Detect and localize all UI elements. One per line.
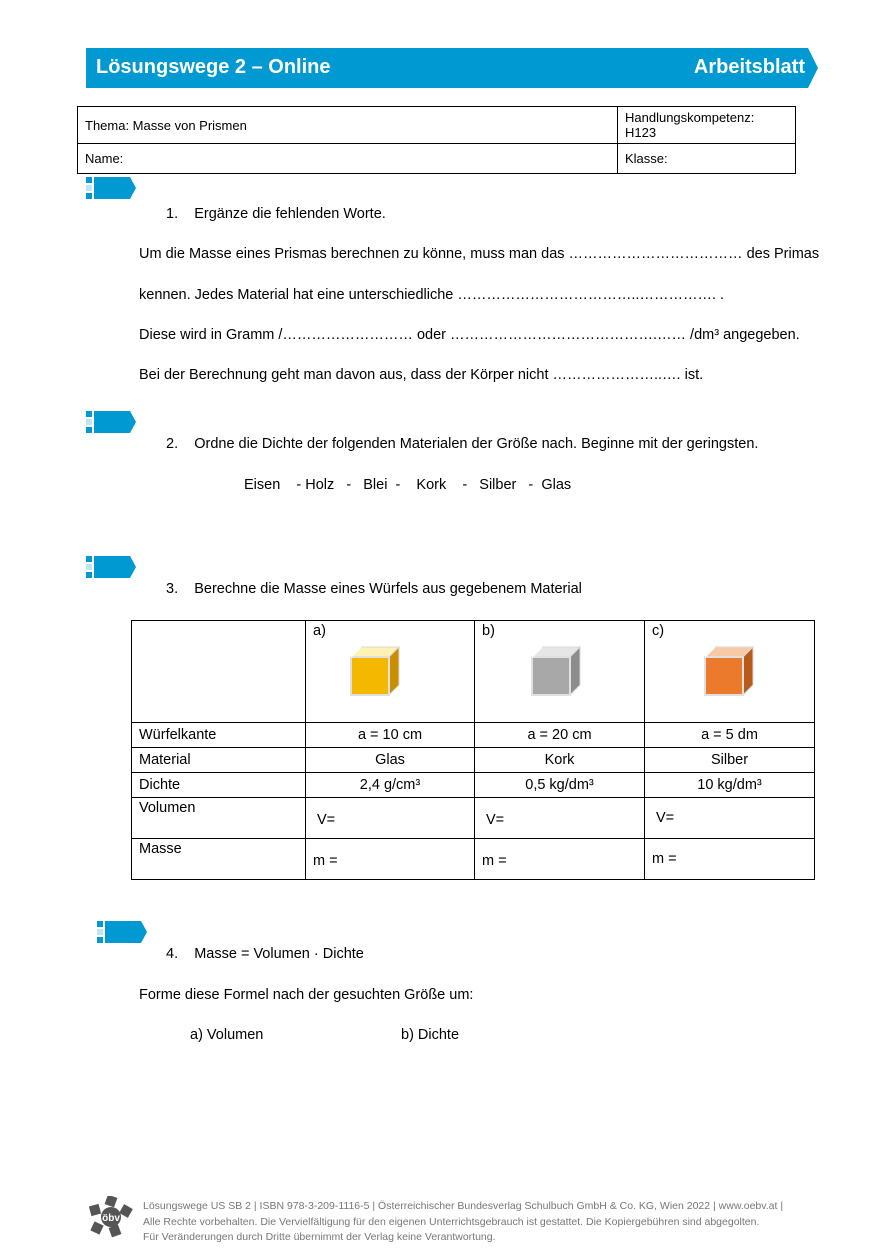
- class-cell: Klasse:: [618, 144, 796, 174]
- volume-a: V=: [306, 798, 475, 839]
- material-c: Silber: [645, 748, 815, 773]
- row-label-mass: Masse: [132, 839, 306, 880]
- col-a-header: [306, 621, 475, 723]
- competence-code: H123: [625, 125, 657, 140]
- col-c-header: [645, 621, 815, 723]
- name-cell: Name:: [78, 144, 618, 174]
- task-1-line-4: Bei der Berechnung geht man davon aus, dass der Körper nicht …………………..…. ist.: [139, 367, 704, 383]
- task-3-heading: 3. Berechne die Masse eines Würfels aus gegebenem Material: [166, 581, 582, 597]
- volume-b: V=: [475, 798, 645, 839]
- row-label-material: Material: [132, 748, 306, 773]
- info-table: [77, 106, 796, 174]
- row-label-volume: Volumen: [132, 798, 306, 839]
- grey-cube-icon: [528, 643, 584, 699]
- header-banner-tip: [808, 48, 818, 88]
- edge-a: a = 10 cm: [306, 723, 475, 748]
- task-2-marker-icon: [86, 411, 136, 433]
- footer-line-2: Alle Rechte vorbehalten. Die Vervielfältigung für den eigenen Unterrichtsgebrauch ist gestattet. Die Kopiergebühren sind abgegolten.: [143, 1215, 760, 1228]
- material-b: Kork: [475, 748, 645, 773]
- col-c-label: c): [652, 623, 665, 639]
- cube-table: [131, 620, 815, 880]
- row-label-density: Dichte: [132, 773, 306, 798]
- oebv-logo-icon: [88, 1196, 134, 1238]
- logo-text: öbv: [102, 1213, 120, 1224]
- yellow-cube-icon: [347, 643, 403, 699]
- footer-text: [143, 1199, 783, 1246]
- task-4-marker-icon: [97, 921, 147, 943]
- topic-cell: Thema: Masse von Prismen: [78, 107, 618, 144]
- col-b-header: [475, 621, 645, 723]
- edge-c: a = 5 dm: [645, 723, 815, 748]
- material-a: Glas: [306, 748, 475, 773]
- density-c: 10 kg/dm³: [645, 773, 815, 798]
- task-2-heading: 2. Ordne die Dichte der folgenden Materialen der Größe nach. Beginne mit der geringsten.: [166, 436, 759, 452]
- col-b-label: b): [482, 623, 495, 639]
- task-4-heading: 4. Masse = Volumen · Dichte: [166, 946, 364, 962]
- col-a-label: a): [313, 623, 326, 639]
- worksheet-label: Arbeitsblatt: [693, 56, 805, 78]
- orange-cube-icon: [701, 643, 757, 699]
- competence-label: Handlungskompetenz:: [625, 110, 755, 125]
- footer-line-3: Für Veränderungen durch Dritte übernimmt der Verlag keine Verantwortung.: [143, 1231, 496, 1243]
- task-1-marker-icon: [86, 177, 136, 199]
- row-label-edge: Würfelkante: [132, 723, 306, 748]
- task-1-line-1: Um die Masse eines Prismas berechnen zu könne, muss man das ……………………………… des Primas: [139, 246, 820, 262]
- competence-cell: [618, 107, 796, 144]
- empty-corner-cell: [132, 621, 306, 723]
- task-1-line-2: kennen. Jedes Material hat eine unterschiedliche ………………………………..……………. .: [139, 287, 725, 303]
- density-a: 2,4 g/cm³: [306, 773, 475, 798]
- footer-line-1: Lösungswege US SB 2 | ISBN 978-3-209-1116-5 | Österreichischer Bundesverlag Schulbuch GmbH & Co. KG, Wien 2022 | www.oebv.at |: [143, 1200, 784, 1212]
- task-4-part-a: a) Volumen: [190, 1027, 264, 1043]
- task-1-heading: 1. Ergänze die fehlenden Worte.: [166, 206, 386, 222]
- task-2-materials: Eisen - Holz - Blei - Kork - Silber - Glas: [244, 477, 572, 493]
- edge-b: a = 20 cm: [475, 723, 645, 748]
- mass-c: m =: [645, 839, 815, 880]
- task-3-marker-icon: [86, 556, 136, 578]
- density-b: 0,5 kg/dm³: [475, 773, 645, 798]
- mass-b: m =: [475, 839, 645, 880]
- mass-a: m =: [306, 839, 475, 880]
- volume-c: V=: [645, 798, 815, 839]
- task-4-part-b: b) Dichte: [401, 1027, 460, 1043]
- page-title: Lösungswege 2 – Online: [96, 56, 331, 78]
- task-1-line-3: Diese wird in Gramm /……………………… oder …………………………………….…… /dm³ angegeben.: [139, 327, 800, 343]
- task-4-instruction: Forme diese Formel nach der gesuchten Größe um:: [139, 987, 474, 1003]
